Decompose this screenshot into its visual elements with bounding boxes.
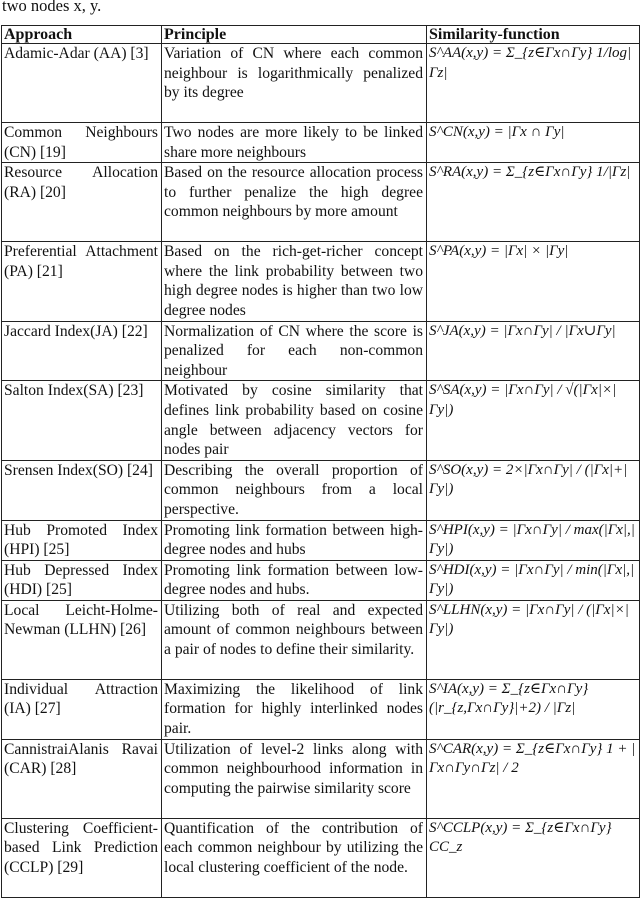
similarity-cell: S^LLHN(x,y) = |Γx∩Γy| / (|Γx|×|Γy|) xyxy=(427,600,640,679)
table-caption: two nodes x, y. xyxy=(2,0,102,15)
similarity-cell: S^CCLP(x,y) = Σ_{z∈Γx∩Γy} CC_z xyxy=(427,818,640,897)
principle-cell: Quantification of the contribution of each common neighbour by utilizing the local clustering coefficient of the node. xyxy=(162,818,427,897)
table-row xyxy=(2,600,640,679)
principle-cell: Motivated by cosine similarity that defines link probability based on cosine angle between adjacency vectors for nodes pair xyxy=(162,381,427,460)
header-similarity-function: Similarity-function xyxy=(427,26,640,44)
similarity-cell: S^HDI(x,y) = |Γx∩Γy| / min(|Γx|,|Γy|) xyxy=(427,560,640,600)
approach-cell: Srensen Index(SO) [24] xyxy=(2,460,162,520)
similarity-cell: S^CN(x,y) = |Γx ∩ Γy| xyxy=(427,123,640,163)
principle-cell: Promoting link formation between low-degree nodes and hubs. xyxy=(162,560,427,600)
principle-cell: Variation of CN where each common neighbour is logarithmically penalized by its degree xyxy=(162,44,427,123)
table-row xyxy=(2,679,640,739)
principle-cell: Utilization of level-2 links along with common neighbourhood information in computing the pairwise similarity score xyxy=(162,739,427,818)
similarity-cell: S^IA(x,y) = Σ_{z∈Γx∩Γy} (|r_{z,Γx∩Γy}|+2) / |Γz| xyxy=(427,679,640,739)
principle-cell: Utilizing both of real and expected amount of common neighbours between a pair of nodes to define their similarity. xyxy=(162,600,427,679)
approach-cell: Hub Depressed Index (HDI) [25] xyxy=(2,560,162,600)
approach-cell: Jaccard Index(JA) [22] xyxy=(2,321,162,381)
table-header-row xyxy=(2,26,640,44)
principle-cell: Two nodes are more likely to be linked share more neighbours xyxy=(162,123,427,163)
table-row xyxy=(2,818,640,897)
header-approach: Approach xyxy=(2,26,162,44)
table-row xyxy=(2,460,640,520)
table-row xyxy=(2,44,640,123)
approach-cell: Common Neighbours (CN) [19] xyxy=(2,123,162,163)
table-row xyxy=(2,381,640,460)
table-row xyxy=(2,560,640,600)
principle-cell: Promoting link formation between high-degree nodes and hubs xyxy=(162,520,427,560)
principle-cell: Based on the resource allocation process to further penalize the high degree common neighbours by more amount xyxy=(162,163,427,242)
similarity-cell: S^PA(x,y) = |Γx| × |Γy| xyxy=(427,242,640,321)
similarity-cell: S^CAR(x,y) = Σ_{z∈Γx∩Γy} 1 + |Γx∩Γy∩Γz| / 2 xyxy=(427,739,640,818)
approach-cell: Hub Promoted Index (HPI) [25] xyxy=(2,520,162,560)
similarity-cell: S^SO(x,y) = 2×|Γx∩Γy| / (|Γx|+|Γy|) xyxy=(427,460,640,520)
similarity-table xyxy=(1,25,640,898)
table-row xyxy=(2,739,640,818)
principle-cell: Based on the rich-get-richer concept where the link probability between two high degree nodes is higher than two low degree nodes xyxy=(162,242,427,321)
approach-cell: Adamic-Adar (AA) [3] xyxy=(2,44,162,123)
similarity-cell: S^AA(x,y) = Σ_{z∈Γx∩Γy} 1/log|Γz| xyxy=(427,44,640,123)
approach-cell: Individual Attraction (IA) [27] xyxy=(2,679,162,739)
header-principle: Principle xyxy=(162,26,427,44)
approach-cell: Local Leicht-Holme-Newman (LLHN) [26] xyxy=(2,600,162,679)
principle-cell: Describing the overall proportion of common neighbours from a local perspective. xyxy=(162,460,427,520)
similarity-cell: S^RA(x,y) = Σ_{z∈Γx∩Γy} 1/|Γz| xyxy=(427,163,640,242)
table-row xyxy=(2,123,640,163)
similarity-cell: S^HPI(x,y) = |Γx∩Γy| / max(|Γx|,|Γy|) xyxy=(427,520,640,560)
approach-cell: Clustering Coefficient-based Link Prediction (CCLP) [29] xyxy=(2,818,162,897)
table-row xyxy=(2,163,640,242)
principle-cell: Normalization of CN where the score is penalized for each non-common neighbour xyxy=(162,321,427,381)
table-row xyxy=(2,321,640,381)
similarity-cell: S^SA(x,y) = |Γx∩Γy| / √(|Γx|×|Γy|) xyxy=(427,381,640,460)
table-row xyxy=(2,520,640,560)
approach-cell: Preferential Attachment (PA) [21] xyxy=(2,242,162,321)
approach-cell: CannistraiAlanis Ravai (CAR) [28] xyxy=(2,739,162,818)
principle-cell: Maximizing the likelihood of link formation for highly interlinked nodes pair. xyxy=(162,679,427,739)
approach-cell: Salton Index(SA) [23] xyxy=(2,381,162,460)
approach-cell: Resource Allocation (RA) [20] xyxy=(2,163,162,242)
table-row xyxy=(2,242,640,321)
similarity-cell: S^JA(x,y) = |Γx∩Γy| / |Γx∪Γy| xyxy=(427,321,640,381)
